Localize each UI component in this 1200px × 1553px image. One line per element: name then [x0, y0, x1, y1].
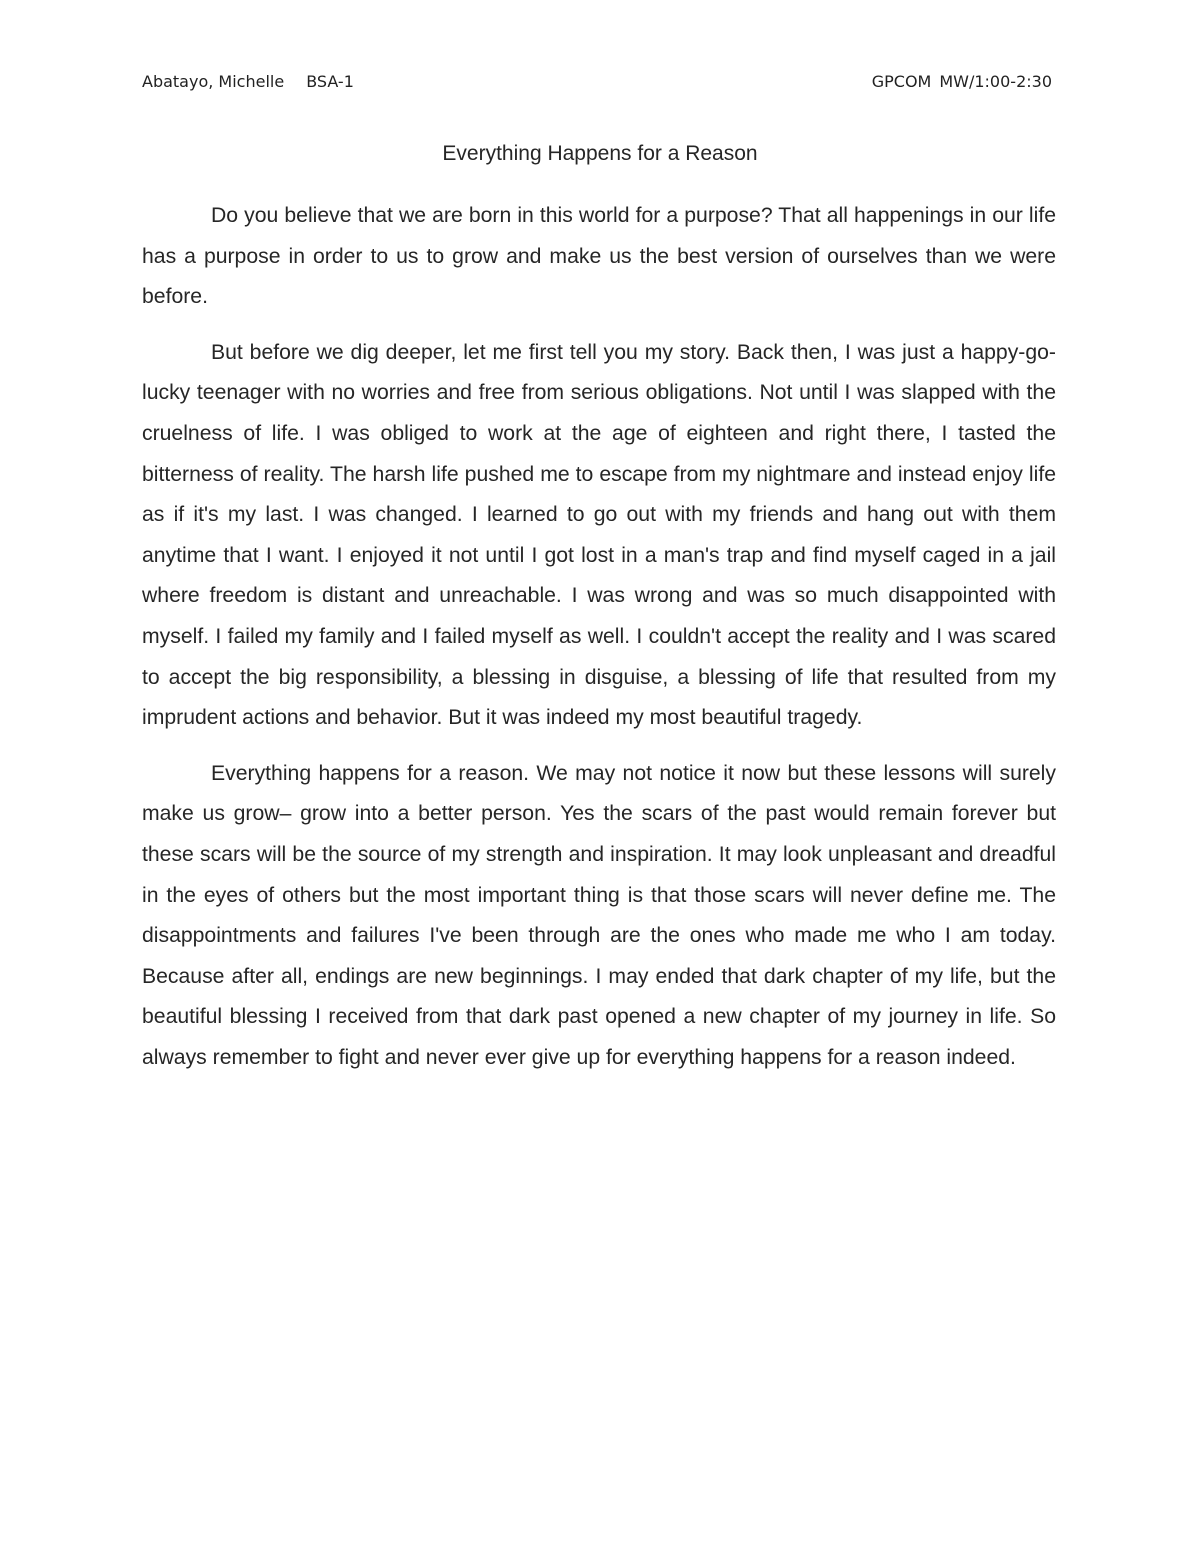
class-schedule: MW/1:00-2:30 — [939, 72, 1052, 91]
page-header — [142, 72, 1052, 100]
header-right — [872, 72, 1052, 91]
essay-body — [142, 196, 1056, 1093]
header-left — [142, 72, 354, 91]
paragraph-1: Do you believe that we are born in this world for a purpose? That all happenings in our life has a purpose in order to us to grow and make us the best version of ourselves than we were before. — [142, 204, 1056, 309]
subject-code: GPCOM — [871, 72, 932, 91]
paragraph-2: But before we dig deeper, let me first tell you my story. Back then, I was just a happy-go-lucky teenager with no worries and free from serious obligations. Not until I was slapped with the cruelness of life. I was obliged to work at the age of eighteen and right there, I tasted the bitterness of reality. The harsh life pushed me to escape from my nightmare and instead enjoy life as if it's my last. I was changed. I learned to go out with my friends and hang out with them anytime that I want. I enjoyed it not until I got lost in a man's trap and find myself caged in a jail where freedom is distant and unreachable. I was wrong and was so much disappointed with myself. I failed my family and I failed myself as well. I couldn't accept the reality and I was scared to accept the big responsibility, a blessing in disguise, a blessing of life that resulted from my imprudent actions and behavior. But it was indeed my most beautiful tragedy. — [142, 340, 1056, 730]
author-name: Abatayo, Michelle — [142, 72, 285, 91]
course-code: BSA-1 — [306, 72, 354, 91]
essay-title: Everything Happens for a Reason — [442, 142, 758, 165]
paragraph-3: Everything happens for a reason. We may not notice it now but these lessons will surely make us grow– grow into a better person. Yes the scars of the past would remain forever but these scars will be the source of my strength and inspiration. It may look unpleasant and dreadful in the eyes of others but the most important thing is that those scars will never define me. The disappointments and failures I've been through are the ones who made me who I am today. Because after all, endings are new beginnings. I may ended that dark chapter of my life, but the beautiful blessing I received from that dark past opened a new chapter of my journey in life. So always remember to fight and never ever give up for everything happens for a reason indeed. — [142, 761, 1056, 1069]
